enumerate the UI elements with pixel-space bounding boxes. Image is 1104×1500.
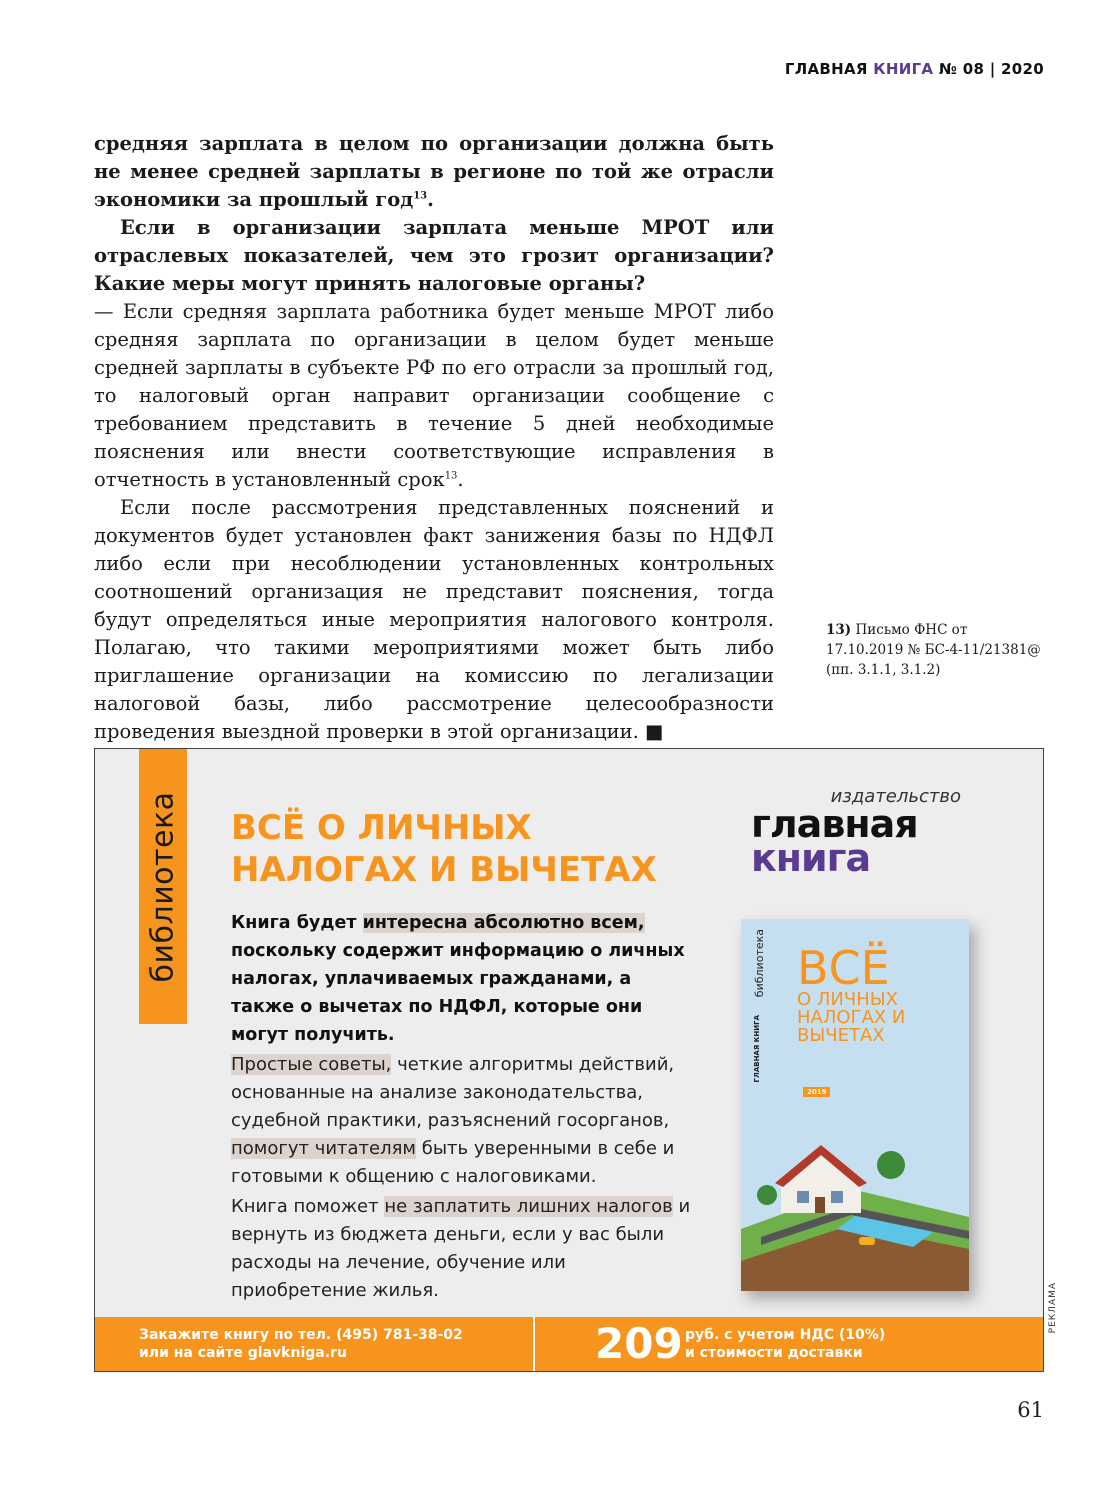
running-head [785, 60, 1044, 78]
highlight: интересна абсолютно всем, [362, 913, 645, 933]
order-info: Закажите книгу по тел. (495) 781-38-02 или на сайте glavkniga.ru [139, 1327, 463, 1361]
publisher-logo-line1: главная [751, 802, 918, 846]
book-logo: ГЛАВНАЯ КНИГА [753, 1015, 761, 1083]
article-paragraph-1: средняя зарплата в целом по организации должна быть не менее средней зарплаты в регионе по той же отрасли экономики за прошлый год$^{13}$. [94, 132, 774, 211]
price-note: руб. с учетом НДС (10%) и стоимости доставки [685, 1327, 886, 1361]
ad-lead: Книга будет интересна абсолютно всем, поскольку содержит информацию о личных налогах, уплачиваемых гражданами, а также о вычетах по НДФЛ, которые они могут получить. [231, 913, 685, 1045]
book-spine-label: библиотека [753, 929, 766, 998]
footer-divider [533, 1317, 535, 1371]
order-footer [95, 1317, 1043, 1371]
footnote [826, 620, 1042, 680]
publisher-logo-line2: книга [751, 836, 871, 880]
brand-accent: КНИГА [873, 60, 934, 78]
article-answer: — Если средняя зарплата работника будет меньше МРОТ либо средняя зарплата по организации в целом будет меньше средней зарплаты в субъекте РФ по его отрасли за прошлый год, то налоговый орган направит организации сообщение с требованием представить в течение 5 дней необходимые пояснения или внести соответствующие исправления в отчетность в установленный срок$^{13}$. [94, 300, 774, 491]
article-body [94, 130, 774, 746]
book-year: 2019 [803, 1087, 830, 1097]
footnote-ref: 13 [413, 190, 428, 202]
book-title: ВСЁ О ЛИЧНЫХ НАЛОГАХ И ВЫЧЕТАХ [797, 941, 906, 1046]
highlight: помогут читателям [231, 1138, 417, 1159]
book-advertisement [94, 748, 1044, 1372]
page-number: 61 [1017, 1398, 1044, 1422]
house-illustration [741, 1109, 969, 1291]
issue-number: № 08 | 2020 [938, 60, 1044, 78]
publisher-logo-small: издательство [830, 786, 961, 807]
end-mark: ■ [645, 720, 664, 743]
article-question: Если в организации зарплата меньше МРОТ или отраслевых показателей, чем это грозит организации? Какие меры могут принять налоговые органы? [94, 216, 774, 295]
price: 209 [595, 1319, 683, 1368]
library-tab-label: библиотека [145, 791, 181, 982]
highlight: не заплатить лишних налогов [384, 1196, 673, 1217]
book-cover [741, 919, 969, 1291]
highlight: Простые советы, [231, 1054, 392, 1075]
publisher-logo [751, 786, 961, 880]
ad-title: ВСЁ О ЛИЧНЫХ НАЛОГАХ И ВЫЧЕТАХ [231, 808, 657, 890]
brand-main: ГЛАВНАЯ [784, 60, 868, 78]
footnote-number: 13) [826, 622, 852, 638]
footnote-text: Письмо ФНС от 17.10.2019 № БС-4-11/21381@ (пп. 3.1.1, 3.1.2) [826, 622, 1041, 678]
footnote-ref: 13 [444, 470, 458, 482]
ad-body-1: Простые советы, четкие алгоритмы действий, основанные на анализе законодательства, судебной практики, разъяснений госорганов, помогут читателям быть уверенными в себе и готовыми к общению с налоговиками. [231, 1054, 675, 1187]
ad-body-2: Книга поможет не заплатить лишних налогов и вернуть из бюджета деньги, если у вас были расходы на лечение, обучение или приобретение жилья. [231, 1196, 691, 1301]
library-tab [139, 749, 187, 1024]
article-paragraph-4: Если после рассмотрения представленных пояснений и документов будет установлен факт занижения базы по НДФЛ либо если при несоблюдении установленных контрольных соотношений организация не представит пояснения, тогда будут определяться иные мероприятия налогового контроля. Полагаю, что такими мероприятиями может быть либо приглашение организации на комиссию по легализации налоговой базы, либо рассмотрение целесообразности проведения выездной проверки в этой организации. ■ [94, 496, 774, 743]
advertising-mark: РЕКЛАМА [1048, 1282, 1058, 1334]
